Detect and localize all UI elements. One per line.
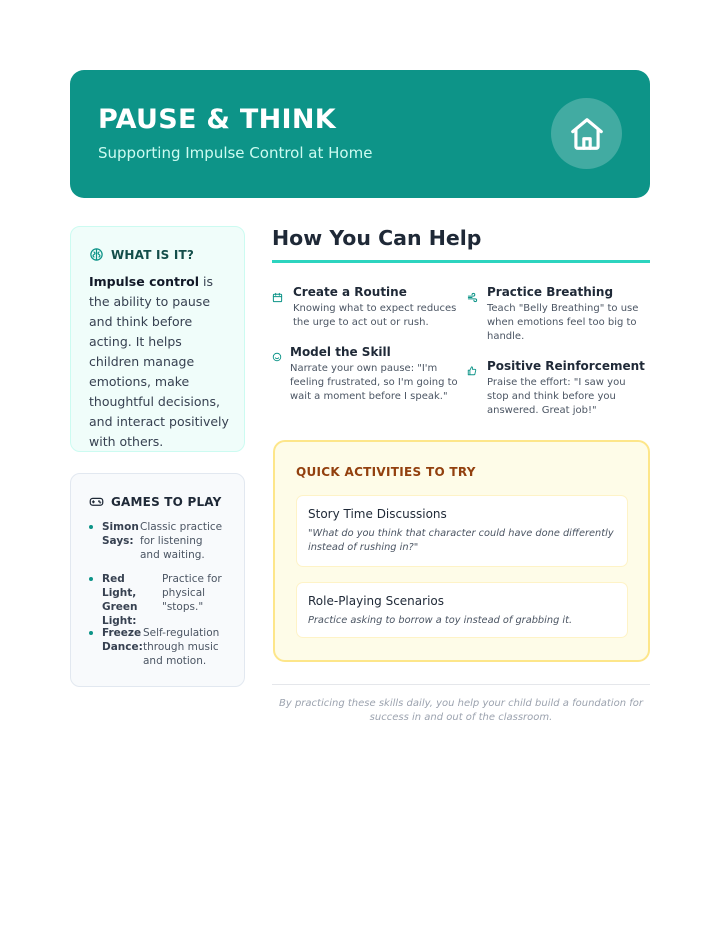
games-header xyxy=(89,494,222,509)
wind-icon xyxy=(467,292,478,303)
game-desc: Self-regulation through music and motion. xyxy=(143,627,220,667)
footer-note: By practicing these skills daily, you help your child build a foundation for success in and out of the classroom. xyxy=(279,698,643,723)
tip-title: Practice Breathing xyxy=(487,285,614,299)
game-desc: Classic practice for listening and waiting. xyxy=(140,521,223,561)
bullet-icon xyxy=(89,525,93,529)
games-card xyxy=(70,473,245,687)
tip-desc: Knowing what to expect reduces the urge to act out or rush. xyxy=(293,303,457,328)
bullet-icon xyxy=(89,631,93,635)
game-desc: Practice for physical "stops." xyxy=(162,573,222,613)
tip-desc: Teach "Belly Breathing" to use when emotions feel too big to handle. xyxy=(487,303,639,342)
tip-title: Create a Routine xyxy=(293,285,407,299)
what-is-it-heading: WHAT IS IT? xyxy=(111,247,195,262)
home-icon xyxy=(568,115,606,153)
smile-icon xyxy=(272,352,282,362)
bullet-icon xyxy=(89,577,93,581)
tip-title: Positive Reinforcement xyxy=(487,359,645,373)
quick-activities-panel xyxy=(273,440,650,662)
tip-title: Model the Skill xyxy=(290,345,391,359)
what-is-it-header xyxy=(89,247,194,262)
help-section-title: How You Can Help xyxy=(272,226,482,250)
tip-desc: Praise the effort: "I saw you stop and think before you answered. Great job!" xyxy=(487,377,626,416)
game-name: Red Light, Green Light: xyxy=(102,573,138,627)
gamepad-icon xyxy=(89,494,104,509)
game-item xyxy=(89,520,224,562)
activity-desc: Practice asking to borrow a toy instead of grabbing it. xyxy=(308,615,573,626)
header-banner xyxy=(70,70,650,198)
game-name: Freeze Dance: xyxy=(102,627,143,653)
quick-activities-heading: QUICK ACTIVITIES TO TRY xyxy=(296,465,476,479)
games-heading: GAMES TO PLAY xyxy=(111,494,222,509)
activity-card xyxy=(296,495,628,567)
game-item xyxy=(89,572,222,628)
what-is-it-card xyxy=(70,226,245,452)
tip-desc: Narrate your own pause: "I'm feeling frustrated, so I'm going to wait a moment before I speak." xyxy=(290,363,458,402)
game-name: Simon Says: xyxy=(102,521,139,547)
page-subtitle: Supporting Impulse Control at Home xyxy=(98,144,373,162)
definition-text: is the ability to pause and think before acting. It helps children manage emotions, make thoughtful decisions, and interact positively with others. xyxy=(89,274,229,449)
calendar-icon xyxy=(272,292,283,303)
game-item xyxy=(89,626,225,668)
activity-card xyxy=(296,582,628,638)
home-badge xyxy=(551,98,622,169)
what-is-it-text xyxy=(89,272,231,452)
page-title: PAUSE & THINK xyxy=(98,104,337,135)
activity-title: Role-Playing Scenarios xyxy=(308,594,445,608)
activity-desc: "What do you think that character could have done differently instead of rushing in?" xyxy=(308,528,614,553)
section-divider xyxy=(272,260,650,263)
impulse-control-term: Impulse control xyxy=(89,274,199,289)
brain-icon xyxy=(89,247,104,262)
footer-divider xyxy=(272,684,650,685)
thumbs-up-icon xyxy=(467,366,477,376)
activity-title: Story Time Discussions xyxy=(308,507,447,521)
